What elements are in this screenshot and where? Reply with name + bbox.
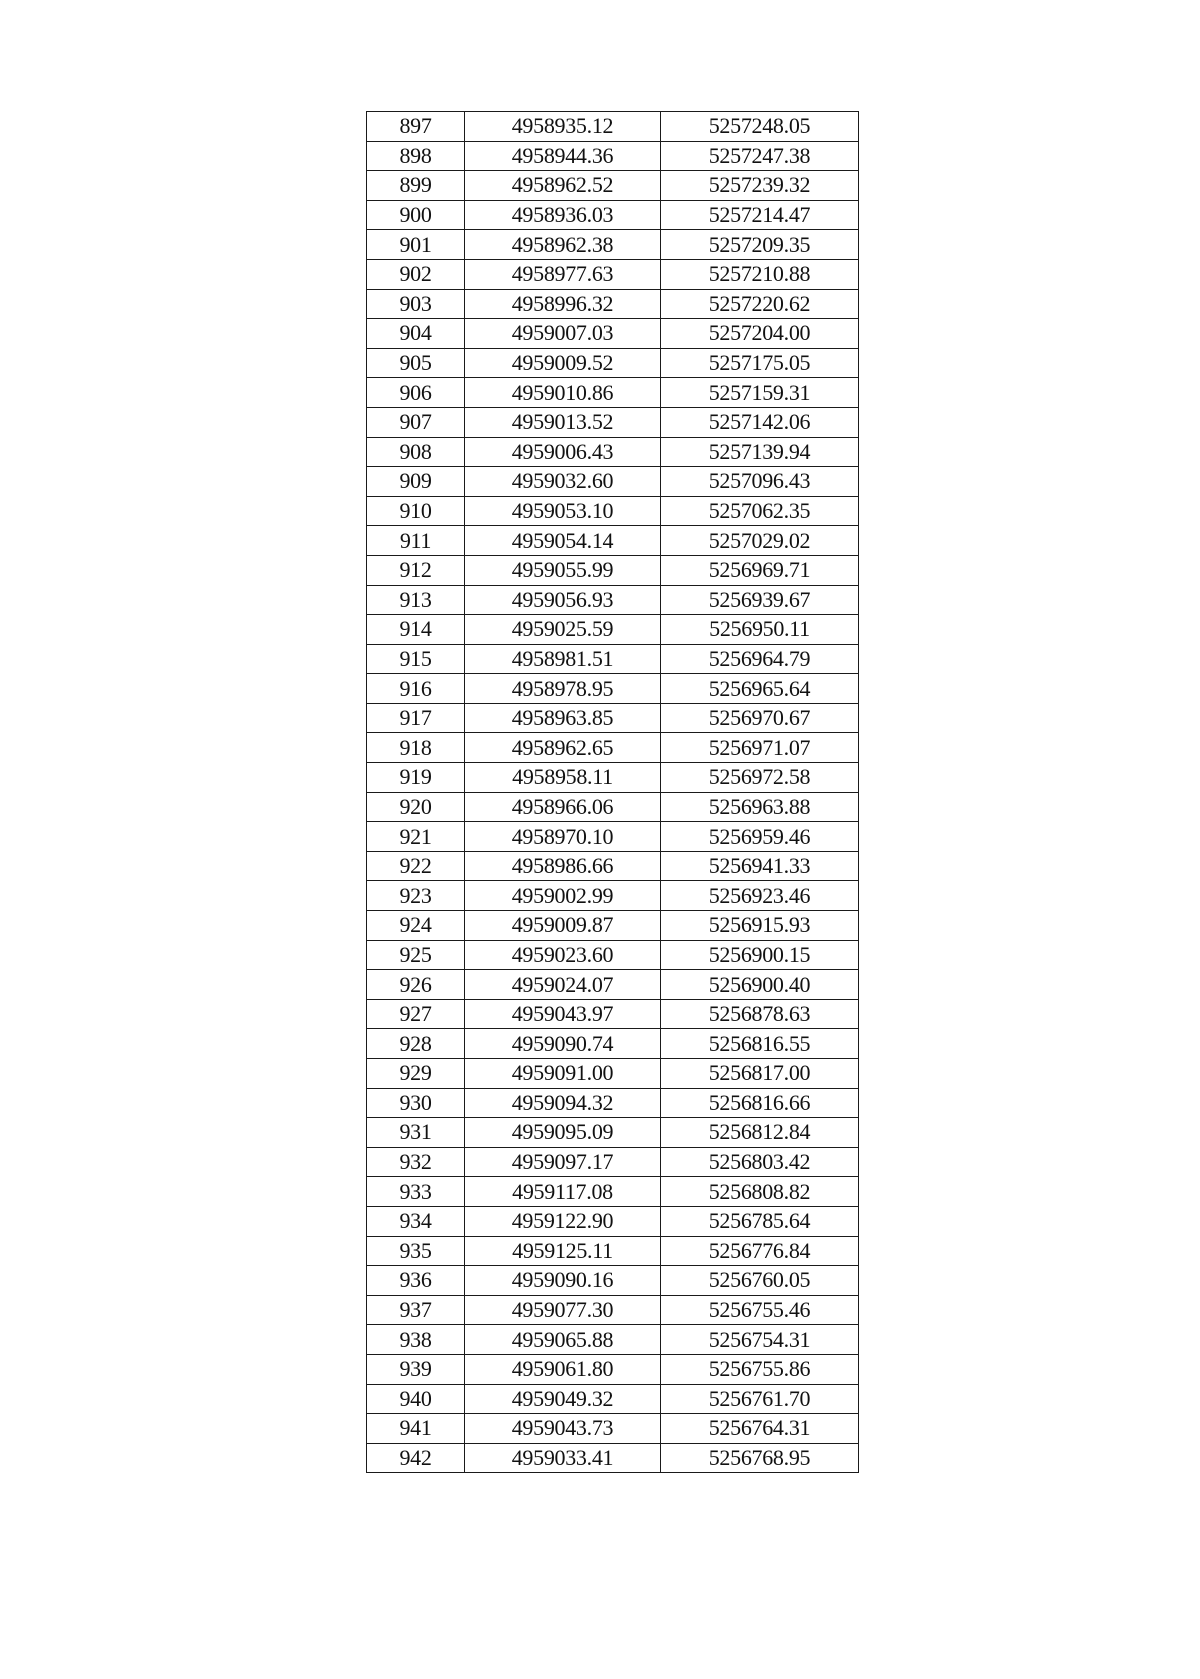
point-number-cell: 923 <box>367 881 465 911</box>
y-coordinate-cell: 5257239.32 <box>661 171 859 201</box>
table-row <box>367 1295 859 1325</box>
table-row <box>367 792 859 822</box>
table-row <box>367 200 859 230</box>
table-row <box>367 999 859 1029</box>
point-number-cell: 934 <box>367 1206 465 1236</box>
point-number-cell: 903 <box>367 289 465 319</box>
y-coordinate-cell: 5257204.00 <box>661 319 859 349</box>
point-number-cell: 898 <box>367 141 465 171</box>
table-row <box>367 230 859 260</box>
x-coordinate-cell: 4959010.86 <box>465 378 661 408</box>
x-coordinate-cell: 4958962.38 <box>465 230 661 260</box>
point-number-cell: 899 <box>367 171 465 201</box>
y-coordinate-cell: 5256969.71 <box>661 555 859 585</box>
x-coordinate-cell: 4959122.90 <box>465 1206 661 1236</box>
point-number-cell: 937 <box>367 1295 465 1325</box>
point-number-cell: 914 <box>367 615 465 645</box>
table-row <box>367 1236 859 1266</box>
x-coordinate-cell: 4959009.52 <box>465 348 661 378</box>
y-coordinate-cell: 5257247.38 <box>661 141 859 171</box>
x-coordinate-cell: 4958958.11 <box>465 763 661 793</box>
x-coordinate-cell: 4959023.60 <box>465 940 661 970</box>
x-coordinate-cell: 4959061.80 <box>465 1354 661 1384</box>
x-coordinate-cell: 4959097.17 <box>465 1147 661 1177</box>
point-number-cell: 942 <box>367 1443 465 1473</box>
x-coordinate-cell: 4959077.30 <box>465 1295 661 1325</box>
table-row <box>367 378 859 408</box>
x-coordinate-cell: 4959033.41 <box>465 1443 661 1473</box>
x-coordinate-cell: 4959043.97 <box>465 999 661 1029</box>
y-coordinate-cell: 5256970.67 <box>661 703 859 733</box>
x-coordinate-cell: 4958944.36 <box>465 141 661 171</box>
table-row <box>367 319 859 349</box>
y-coordinate-cell: 5256878.63 <box>661 999 859 1029</box>
x-coordinate-cell: 4959125.11 <box>465 1236 661 1266</box>
y-coordinate-cell: 5256923.46 <box>661 881 859 911</box>
point-number-cell: 936 <box>367 1266 465 1296</box>
table-row <box>367 822 859 852</box>
x-coordinate-cell: 4959055.99 <box>465 555 661 585</box>
point-number-cell: 901 <box>367 230 465 260</box>
x-coordinate-cell: 4958978.95 <box>465 674 661 704</box>
point-number-cell: 909 <box>367 467 465 497</box>
y-coordinate-cell: 5257248.05 <box>661 112 859 142</box>
x-coordinate-cell: 4958962.52 <box>465 171 661 201</box>
x-coordinate-cell: 4959024.07 <box>465 970 661 1000</box>
table-row <box>367 1354 859 1384</box>
y-coordinate-cell: 5256812.84 <box>661 1118 859 1148</box>
x-coordinate-cell: 4959009.87 <box>465 911 661 941</box>
x-coordinate-cell: 4959054.14 <box>465 526 661 556</box>
y-coordinate-cell: 5256760.05 <box>661 1266 859 1296</box>
x-coordinate-cell: 4959065.88 <box>465 1325 661 1355</box>
y-coordinate-cell: 5256808.82 <box>661 1177 859 1207</box>
y-coordinate-cell: 5256965.64 <box>661 674 859 704</box>
table-row <box>367 467 859 497</box>
table-row <box>367 674 859 704</box>
point-number-cell: 906 <box>367 378 465 408</box>
y-coordinate-cell: 5257209.35 <box>661 230 859 260</box>
point-number-cell: 902 <box>367 259 465 289</box>
table-row <box>367 526 859 556</box>
x-coordinate-cell: 4958963.85 <box>465 703 661 733</box>
x-coordinate-cell: 4959091.00 <box>465 1059 661 1089</box>
point-number-cell: 929 <box>367 1059 465 1089</box>
point-number-cell: 925 <box>367 940 465 970</box>
y-coordinate-cell: 5257029.02 <box>661 526 859 556</box>
table-row <box>367 1147 859 1177</box>
coordinates-table-body <box>367 112 859 1473</box>
x-coordinate-cell: 4958981.51 <box>465 644 661 674</box>
point-number-cell: 939 <box>367 1354 465 1384</box>
coordinates-table <box>366 111 859 1473</box>
x-coordinate-cell: 4958996.32 <box>465 289 661 319</box>
table-row <box>367 1088 859 1118</box>
x-coordinate-cell: 4959094.32 <box>465 1088 661 1118</box>
x-coordinate-cell: 4958935.12 <box>465 112 661 142</box>
table-row <box>367 911 859 941</box>
y-coordinate-cell: 5256755.86 <box>661 1354 859 1384</box>
y-coordinate-cell: 5257142.06 <box>661 407 859 437</box>
table-row <box>367 1266 859 1296</box>
y-coordinate-cell: 5256754.31 <box>661 1325 859 1355</box>
point-number-cell: 931 <box>367 1118 465 1148</box>
table-row <box>367 1414 859 1444</box>
table-row <box>367 555 859 585</box>
x-coordinate-cell: 4958986.66 <box>465 851 661 881</box>
point-number-cell: 910 <box>367 496 465 526</box>
y-coordinate-cell: 5257220.62 <box>661 289 859 319</box>
table-row <box>367 348 859 378</box>
y-coordinate-cell: 5256972.58 <box>661 763 859 793</box>
point-number-cell: 927 <box>367 999 465 1029</box>
point-number-cell: 919 <box>367 763 465 793</box>
x-coordinate-cell: 4958962.65 <box>465 733 661 763</box>
y-coordinate-cell: 5256761.70 <box>661 1384 859 1414</box>
point-number-cell: 915 <box>367 644 465 674</box>
table-row <box>367 733 859 763</box>
x-coordinate-cell: 4959043.73 <box>465 1414 661 1444</box>
point-number-cell: 913 <box>367 585 465 615</box>
x-coordinate-cell: 4959025.59 <box>465 615 661 645</box>
table-row <box>367 1118 859 1148</box>
y-coordinate-cell: 5256900.15 <box>661 940 859 970</box>
point-number-cell: 905 <box>367 348 465 378</box>
x-coordinate-cell: 4959090.74 <box>465 1029 661 1059</box>
y-coordinate-cell: 5256785.64 <box>661 1206 859 1236</box>
table-row <box>367 615 859 645</box>
table-row <box>367 644 859 674</box>
x-coordinate-cell: 4959032.60 <box>465 467 661 497</box>
point-number-cell: 933 <box>367 1177 465 1207</box>
point-number-cell: 911 <box>367 526 465 556</box>
point-number-cell: 900 <box>367 200 465 230</box>
table-row <box>367 496 859 526</box>
table-row <box>367 763 859 793</box>
y-coordinate-cell: 5256964.79 <box>661 644 859 674</box>
table-row <box>367 1029 859 1059</box>
y-coordinate-cell: 5256755.46 <box>661 1295 859 1325</box>
point-number-cell: 917 <box>367 703 465 733</box>
y-coordinate-cell: 5256768.95 <box>661 1443 859 1473</box>
y-coordinate-cell: 5257159.31 <box>661 378 859 408</box>
point-number-cell: 941 <box>367 1414 465 1444</box>
point-number-cell: 932 <box>367 1147 465 1177</box>
point-number-cell: 930 <box>367 1088 465 1118</box>
table-row <box>367 141 859 171</box>
y-coordinate-cell: 5257175.05 <box>661 348 859 378</box>
x-coordinate-cell: 4959117.08 <box>465 1177 661 1207</box>
point-number-cell: 904 <box>367 319 465 349</box>
point-number-cell: 928 <box>367 1029 465 1059</box>
x-coordinate-cell: 4958936.03 <box>465 200 661 230</box>
table-row <box>367 881 859 911</box>
point-number-cell: 918 <box>367 733 465 763</box>
x-coordinate-cell: 4959056.93 <box>465 585 661 615</box>
x-coordinate-cell: 4959013.52 <box>465 407 661 437</box>
y-coordinate-cell: 5256900.40 <box>661 970 859 1000</box>
x-coordinate-cell: 4959053.10 <box>465 496 661 526</box>
x-coordinate-cell: 4959006.43 <box>465 437 661 467</box>
table-row <box>367 1177 859 1207</box>
table-row <box>367 940 859 970</box>
point-number-cell: 924 <box>367 911 465 941</box>
point-number-cell: 926 <box>367 970 465 1000</box>
y-coordinate-cell: 5257214.47 <box>661 200 859 230</box>
y-coordinate-cell: 5256816.66 <box>661 1088 859 1118</box>
y-coordinate-cell: 5256939.67 <box>661 585 859 615</box>
y-coordinate-cell: 5256950.11 <box>661 615 859 645</box>
y-coordinate-cell: 5256941.33 <box>661 851 859 881</box>
table-row <box>367 259 859 289</box>
table-row <box>367 437 859 467</box>
table-row <box>367 851 859 881</box>
x-coordinate-cell: 4959095.09 <box>465 1118 661 1148</box>
x-coordinate-cell: 4958977.63 <box>465 259 661 289</box>
table-row <box>367 1059 859 1089</box>
y-coordinate-cell: 5256959.46 <box>661 822 859 852</box>
table-row <box>367 585 859 615</box>
y-coordinate-cell: 5256776.84 <box>661 1236 859 1266</box>
point-number-cell: 938 <box>367 1325 465 1355</box>
table-row <box>367 1325 859 1355</box>
table-row <box>367 112 859 142</box>
x-coordinate-cell: 4959002.99 <box>465 881 661 911</box>
table-row <box>367 171 859 201</box>
y-coordinate-cell: 5256817.00 <box>661 1059 859 1089</box>
y-coordinate-cell: 5256816.55 <box>661 1029 859 1059</box>
x-coordinate-cell: 4959049.32 <box>465 1384 661 1414</box>
point-number-cell: 935 <box>367 1236 465 1266</box>
table-row <box>367 970 859 1000</box>
point-number-cell: 897 <box>367 112 465 142</box>
x-coordinate-cell: 4958966.06 <box>465 792 661 822</box>
point-number-cell: 920 <box>367 792 465 822</box>
point-number-cell: 921 <box>367 822 465 852</box>
point-number-cell: 908 <box>367 437 465 467</box>
x-coordinate-cell: 4959007.03 <box>465 319 661 349</box>
point-number-cell: 907 <box>367 407 465 437</box>
table-row <box>367 703 859 733</box>
y-coordinate-cell: 5256803.42 <box>661 1147 859 1177</box>
x-coordinate-cell: 4958970.10 <box>465 822 661 852</box>
y-coordinate-cell: 5256764.31 <box>661 1414 859 1444</box>
y-coordinate-cell: 5257210.88 <box>661 259 859 289</box>
y-coordinate-cell: 5257062.35 <box>661 496 859 526</box>
table-row <box>367 1206 859 1236</box>
table-row <box>367 407 859 437</box>
y-coordinate-cell: 5256915.93 <box>661 911 859 941</box>
x-coordinate-cell: 4959090.16 <box>465 1266 661 1296</box>
table-row <box>367 1443 859 1473</box>
point-number-cell: 922 <box>367 851 465 881</box>
point-number-cell: 940 <box>367 1384 465 1414</box>
point-number-cell: 912 <box>367 555 465 585</box>
y-coordinate-cell: 5256963.88 <box>661 792 859 822</box>
table-row <box>367 1384 859 1414</box>
table-row <box>367 289 859 319</box>
y-coordinate-cell: 5257096.43 <box>661 467 859 497</box>
y-coordinate-cell: 5256971.07 <box>661 733 859 763</box>
y-coordinate-cell: 5257139.94 <box>661 437 859 467</box>
point-number-cell: 916 <box>367 674 465 704</box>
